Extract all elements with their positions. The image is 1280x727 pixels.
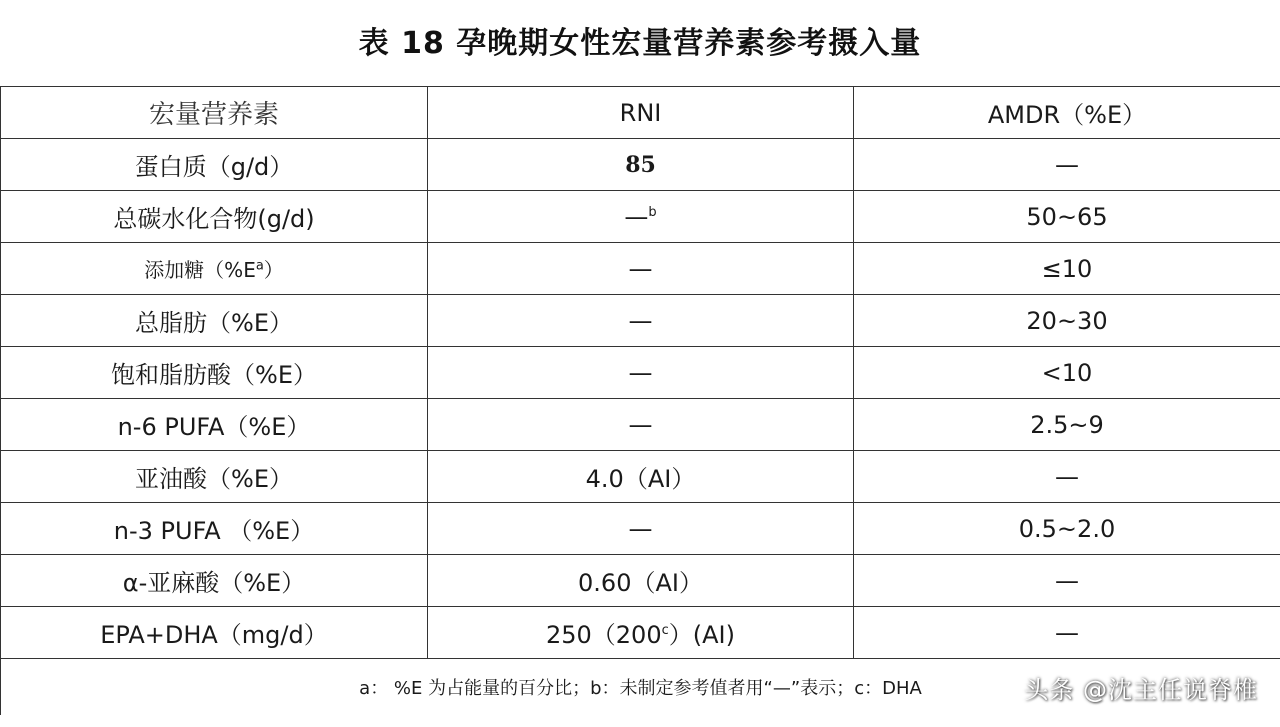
header-amdr: AMDR（%E）	[854, 87, 1280, 139]
footnote-marker: b	[648, 204, 657, 220]
rni-value: —	[624, 202, 649, 231]
table-row	[1, 295, 1280, 347]
row-amdr: —	[854, 139, 1280, 191]
table-title: 表 18 孕晚期女性宏量营养素参考摄入量	[358, 26, 922, 61]
row-amdr: 0.5~2.0	[854, 503, 1280, 555]
header-rni: RNI	[428, 87, 854, 139]
row-name: 总脂肪（%E）	[1, 295, 428, 347]
row-name: n-6 PUFA（%E）	[1, 399, 428, 451]
row-name: 饱和脂肪酸（%E）	[1, 347, 428, 399]
row-amdr: —	[854, 555, 1280, 607]
row-rni: 85	[428, 139, 854, 191]
row-name: 总碳水化合物(g/d)	[1, 191, 428, 243]
row-amdr: <10	[854, 347, 1280, 399]
row-amdr: —	[854, 451, 1280, 503]
row-rni	[428, 191, 854, 243]
table-row	[1, 347, 1280, 399]
watermark: 头条 @沈主任说脊椎	[1024, 676, 1258, 704]
name-suffix: ）	[263, 258, 284, 282]
footnote: a： %E 为占能量的百分比；b：未制定参考值者用“—”表示；c：DHA	[1, 659, 1280, 716]
row-amdr: —	[854, 607, 1280, 659]
row-rni: —	[428, 347, 854, 399]
table-header-row	[1, 87, 1280, 139]
row-rni: 4.0（AI）	[428, 451, 854, 503]
footnote-marker: c	[661, 623, 669, 638]
table-row	[1, 399, 1280, 451]
row-name: 蛋白质（g/d）	[1, 139, 428, 191]
row-name: 亚油酸（%E）	[1, 451, 428, 503]
row-name: α-亚麻酸（%E）	[1, 555, 428, 607]
rni-value: 250（200	[545, 621, 662, 649]
table-row	[1, 243, 1280, 295]
row-amdr: 20~30	[854, 295, 1280, 347]
nutrient-table	[0, 86, 1280, 715]
row-amdr: 50~65	[854, 191, 1280, 243]
table-row	[1, 503, 1280, 555]
row-rni: 0.60（AI）	[428, 555, 854, 607]
table-row	[1, 191, 1280, 243]
name-text: 添加糖（%E	[144, 258, 256, 282]
table-row	[1, 451, 1280, 503]
row-amdr: ≤10	[854, 243, 1280, 295]
row-name: n-3 PUFA （%E）	[1, 503, 428, 555]
row-amdr: 2.5~9	[854, 399, 1280, 451]
row-rni: —	[428, 503, 854, 555]
table-row	[1, 555, 1280, 607]
row-name	[1, 243, 428, 295]
footnote-marker: a	[255, 258, 264, 274]
rni-suffix: ）(AI)	[668, 621, 735, 649]
row-rni: —	[428, 243, 854, 295]
table-row	[1, 607, 1280, 659]
row-rni: —	[428, 295, 854, 347]
row-rni	[428, 607, 854, 659]
table-row	[1, 139, 1280, 191]
header-nutrient: 宏量营养素	[1, 87, 428, 139]
row-rni: —	[428, 399, 854, 451]
row-name: EPA+DHA（mg/d）	[1, 607, 428, 659]
